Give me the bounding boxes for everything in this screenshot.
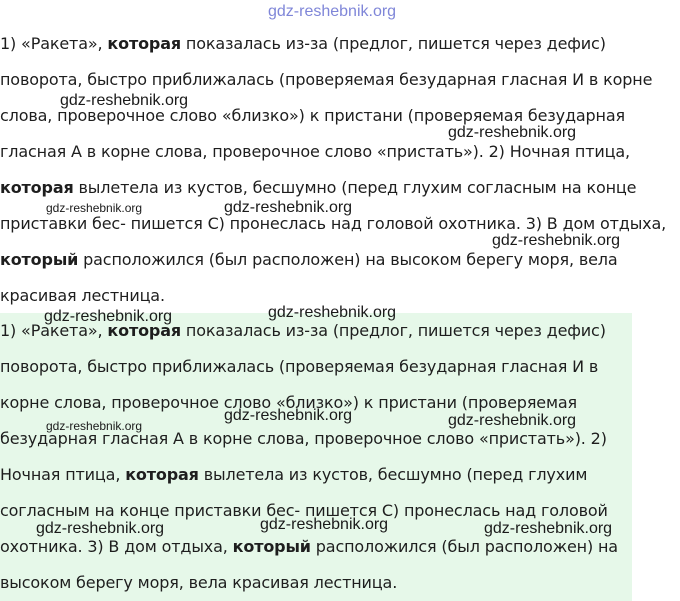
text-line: поворота, быстро приближалась (проверяемая безударная гласная И в корне (0, 70, 653, 89)
text-line: Ночная птица, которая вылетела из кустов, бесшумно (перед глухим (0, 465, 588, 484)
watermark: gdz-reshebnik.org (46, 201, 143, 215)
watermark: gdz-reshebnik.org (268, 3, 397, 20)
watermark: gdz-reshebnik.org (448, 124, 577, 141)
watermark: gdz-reshebnik.org (224, 199, 353, 216)
text-line: слова, проверочное слово «близко») к пристани (проверяемая безударная (0, 106, 625, 125)
text-line: безударная гласная А в корне слова, проверочное слово «пристать»). 2) (0, 429, 607, 448)
text-line: красивая лестница. (0, 286, 165, 305)
watermark: gdz-reshebnik.org (224, 407, 353, 424)
text-line: приставки бес- пишется С) пронеслась над головой охотника. 3) В дом отдыха, (0, 214, 667, 233)
text-line: 1) «Ракета», которая показалась из-за (предлог, пишется через дефис) (0, 34, 606, 53)
watermark: gdz-reshebnik.org (492, 232, 621, 249)
watermark: gdz-reshebnik.org (36, 520, 165, 537)
watermark: gdz-reshebnik.org (44, 308, 173, 325)
text-line: гласная А в корне слова, проверочное слово «пристать»). 2) Ночная птица, (0, 142, 630, 161)
text-line: 1) «Ракета», которая показалась из-за (предлог, пишется через дефис) (0, 321, 606, 340)
watermark: gdz-reshebnik.org (448, 412, 577, 429)
text-line: корне слова, проверочное слово «близко») к пристани (проверяемая (0, 393, 578, 412)
answer-paragraph-2 (0, 313, 632, 601)
text-line: высоком берегу моря, вела красивая лестница. (0, 573, 398, 592)
watermark: gdz-reshebnik.org (60, 92, 189, 109)
watermark: gdz-reshebnik.org (484, 520, 613, 537)
watermark: gdz-reshebnik.org (260, 516, 389, 533)
text-line: охотника. 3) В дом отдыха, который расположился (был расположен) на (0, 537, 618, 556)
text-line: который расположился (был расположен) на высоком берегу моря, вела (0, 250, 618, 269)
text-line: поворота, быстро приближалась (проверяемая безударная гласная И в (0, 357, 599, 376)
text-line: согласным на конце приставки бес- пишется С) пронеслась над головой (0, 501, 608, 520)
text-line: которая вылетела из кустов, бесшумно (перед глухим согласным на конце (0, 178, 637, 197)
watermark: gdz-reshebnik.org (268, 304, 397, 321)
watermark: gdz-reshebnik.org (46, 419, 143, 433)
